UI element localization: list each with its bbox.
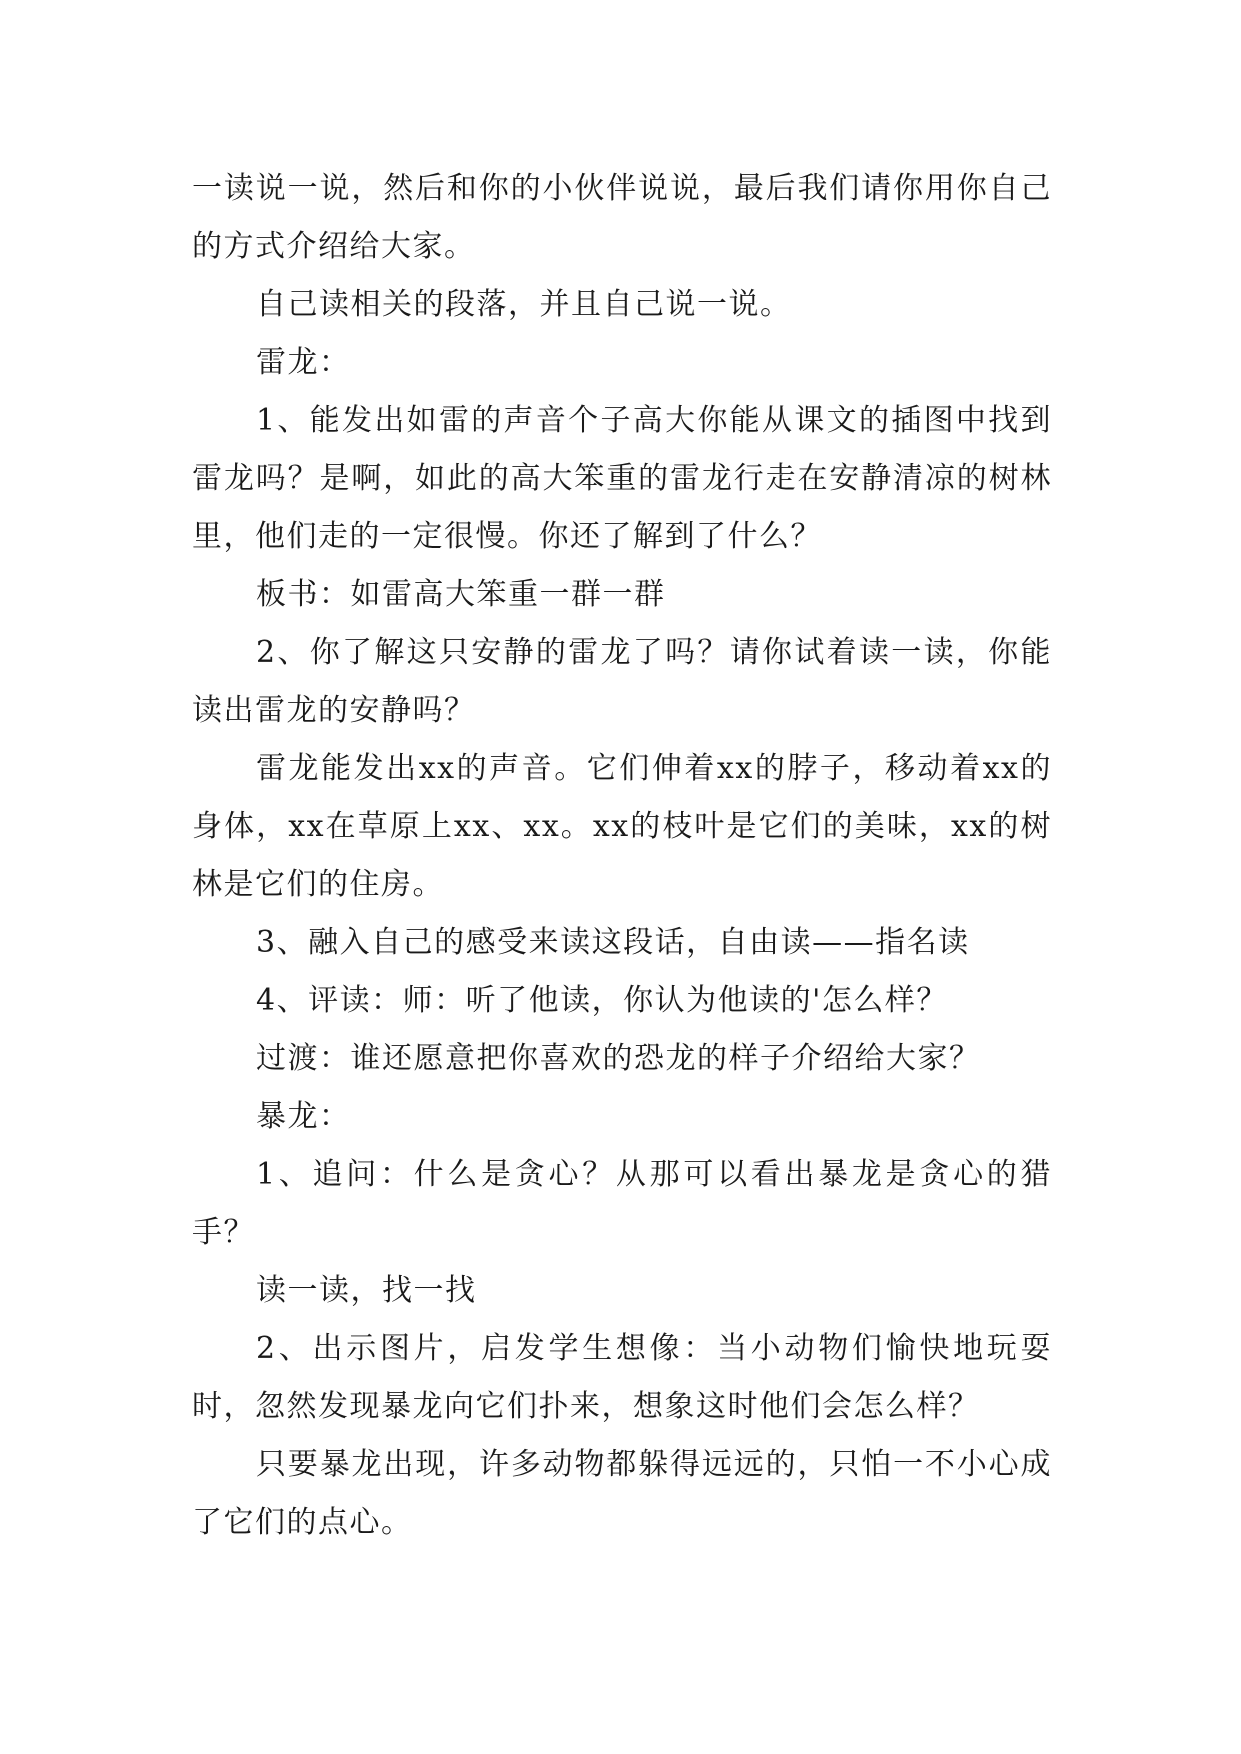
paragraph-thunder-2: 2、你了解这只安静的雷龙了吗？请你试着读一读，你能读出雷龙的安静吗？ [192, 635, 1052, 728]
paragraph-tyrant-3: 只要暴龙出现，许多动物都躲得远远的，只怕一不小心成了它们的点心。 [192, 1447, 1052, 1540]
paragraph-tyrant-1: 1、追问：什么是贪心？从那可以看出暴龙是贪心的猎手？ [192, 1157, 1052, 1250]
paragraph-transition: 过渡：谁还愿意把你喜欢的恐龙的样子介绍给大家？ [256, 1041, 981, 1076]
paragraph-self-read: 自己读相关的段落，并且自己说一说。 [256, 287, 792, 322]
paragraph-continuation: 一读说一说，然后和你的小伙伴说说，最后我们请你用你自己的方式介绍给大家。 [192, 171, 1052, 264]
paragraph-fill-in: 雷龙能发出xx的声音。它们伸着xx的脖子，移动着xx的身体，xx在草原上xx、xx。xx的枝叶是它们的美味，xx的树林是它们的住房。 [192, 751, 1052, 902]
paragraph-thunder-4: 4、评读：师：听了他读，你认为他读的'怎么样？ [256, 983, 948, 1018]
paragraph-tyrant-2: 2、出示图片，启发学生想像：当小动物们愉快地玩耍时，忽然发现暴龙向它们扑来，想象这时他们会怎么样？ [192, 1331, 1052, 1424]
paragraph-read-find: 读一读，找一找 [256, 1273, 477, 1308]
heading-tyrannosaurus: 暴龙： [256, 1099, 351, 1134]
heading-thunder-dragon: 雷龙： [256, 345, 351, 380]
document-body [192, 160, 1052, 1552]
paragraph-thunder-1: 1、能发出如雷的声音个子高大你能从课文的插图中找到雷龙吗？是啊，如此的高大笨重的雷龙行走在安静清凉的树林里，他们走的一定很慢。你还了解到了什么？ [192, 403, 1052, 554]
paragraph-blackboard: 板书：如雷高大笨重一群一群 [256, 577, 666, 612]
paragraph-thunder-3: 3、融入自己的感受来读这段话，自由读——指名读 [256, 925, 970, 960]
